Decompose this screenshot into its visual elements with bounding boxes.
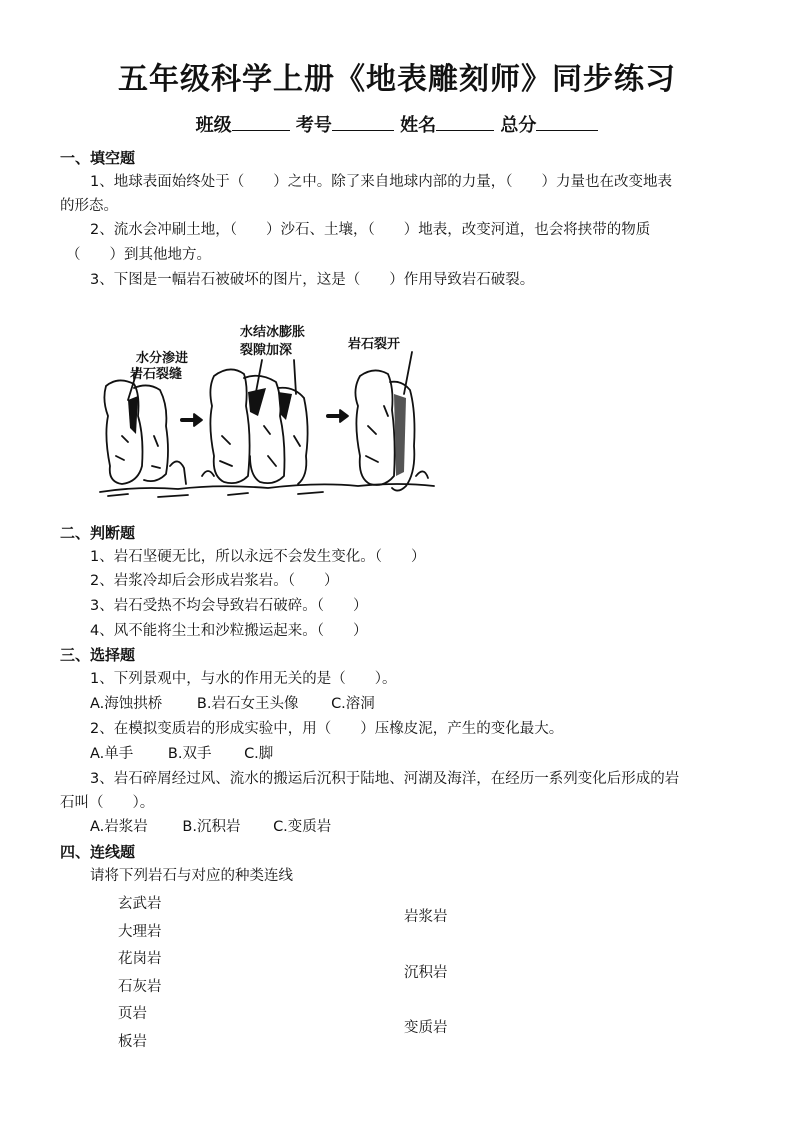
fill-q1-line1: 1、地球表面始终处于（ ）之中。除了来自地球内部的力量，（ ）力量也在改变地表 [90,174,672,190]
choice-option[interactable]: A.海蚀拱桥 [90,696,163,712]
rock-name[interactable]: 花岗岩 [118,951,162,967]
judge-item: 1、岩石坚硬无比，所以永远不会发生变化。（ ） [90,549,426,565]
rock-type-list [404,905,448,1072]
choice-q3-options [90,815,736,839]
section-2-heading: 二、判断题 [60,524,136,542]
rock-weathering-illustration [98,316,436,502]
choice-option[interactable]: C.溶洞 [331,696,375,712]
rock-weathering-figure [98,316,436,502]
matching-instruction: 请将下列岩石与对应的种类连线 [90,868,293,884]
label-water-seeps: 水分渗进 [136,351,189,366]
rock-type[interactable]: 沉积岩 [404,964,448,981]
choice-option[interactable]: B.岩石女王头像 [196,696,299,712]
choice-option[interactable]: C.脚 [244,746,274,762]
judge-item: 3、岩石受热不均会导致岩石破碎。（ ） [90,598,368,614]
choice-option[interactable]: C.变质岩 [273,819,332,835]
score-label: 总分 [500,115,537,136]
label-rock-crack: 岩石裂缝 [130,367,183,382]
name-blank[interactable] [436,112,494,131]
choice-option[interactable]: A.岩浆岩 [90,819,148,835]
section-1-heading: 一、填空题 [60,149,136,167]
choice-option[interactable]: A.单手 [90,746,134,762]
section-3-heading: 三、选择题 [60,646,136,664]
choice-q3-line2: 石叫（ ）。 [60,795,155,811]
label-crack-deepens: 裂隙加深 [240,343,293,358]
exam-no-label: 考号 [295,115,332,136]
choice-q1-options [90,692,736,716]
judge-item: 2、岩浆冷却后会形成岩浆岩。（ ） [90,573,339,589]
rock-list [118,892,162,1057]
rock-type[interactable]: 岩浆岩 [404,909,448,925]
class-label: 班级 [195,115,232,136]
choice-option[interactable]: B.沉积岩 [182,819,241,835]
choice-q2-options [90,742,736,766]
class-blank[interactable] [232,112,290,131]
choice-q3-line1: 3、岩石碎屑经过风、流水的搬运后沉积于陆地、河湖及海洋，在经历一系列变化后形成的岩 [90,771,680,787]
student-info-line [0,112,794,139]
choice-q1: 1、下列景观中，与水的作用无关的是（ ）。 [90,671,397,687]
name-label: 姓名 [400,115,437,136]
rock-name[interactable]: 大理岩 [118,923,162,940]
label-rock-splits: 岩石裂开 [348,337,401,352]
fill-q1-line2: 的形态。 [60,198,118,214]
section-4-heading: 四、连线题 [60,843,136,861]
score-blank[interactable] [536,112,598,131]
fill-q3: 3、下图是一幅岩石被破坏的图片，这是（ ）作用导致岩石破裂。 [90,272,535,288]
rock-3 [355,370,394,485]
rock-name[interactable]: 石灰岩 [118,978,162,995]
rock-name[interactable]: 板岩 [118,1033,147,1050]
fill-q2-line2: （ ）到其他地方。 [66,247,211,263]
exam-no-blank[interactable] [332,112,394,131]
choice-option[interactable]: B.双手 [167,746,212,762]
fill-q2-line1: 2、流水会冲刷土地，（ ）沙石、土壤，（ ）地表，改变河道，也会将挟带的物质 [90,222,651,238]
rock-name[interactable]: 玄武岩 [118,896,162,912]
rock-type[interactable]: 变质岩 [404,1020,448,1036]
rock-name[interactable]: 页岩 [118,1006,147,1022]
rock-1 [104,380,142,484]
label-water-freezes: 水结冰膨胀 [240,325,306,340]
page-title: 五年级科学上册《地表雕刻师》同步练习 [118,62,676,97]
judge-item: 4、风不能将尘土和沙粒搬运起来。（ ） [90,623,368,639]
choice-q2: 2、在模拟变质岩的形成实验中，用（ ）压橡皮泥，产生的变化最大。 [90,721,564,737]
